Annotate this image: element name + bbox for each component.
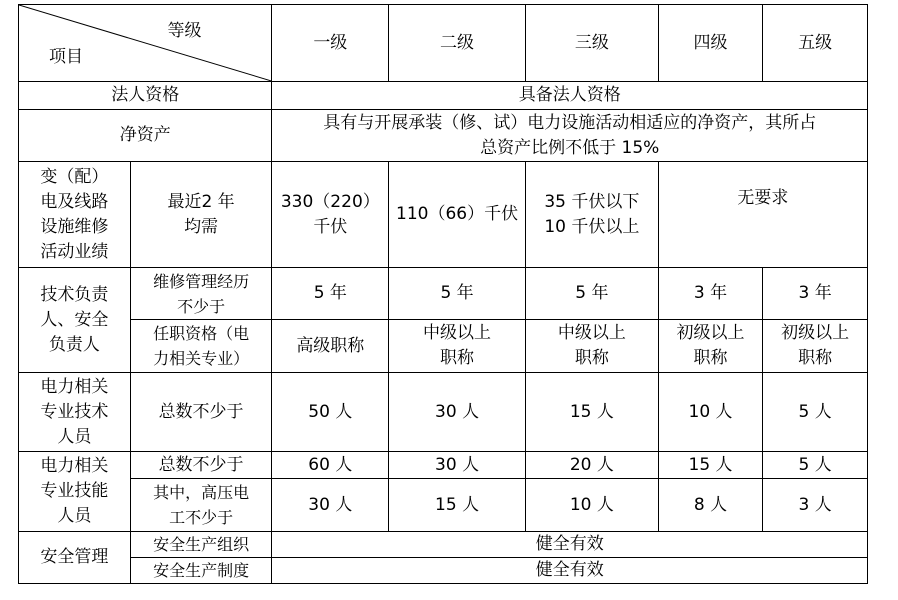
tech-lead-sub2-level-2: 中级以上 职称	[389, 320, 526, 373]
skill-staff-sub1-level-3: 20 人	[525, 452, 658, 479]
tech-staff-level-2: 30 人	[389, 373, 526, 452]
skill-staff-sub2-level-4: 8 人	[658, 479, 763, 532]
tech-lead-row-1	[19, 268, 868, 320]
assets-row	[19, 110, 868, 162]
skill-staff-sub1: 总数不少于	[130, 452, 272, 479]
skill-staff-sub1-level-4: 15 人	[658, 452, 763, 479]
tech-lead-sub2: 任职资格（电 力相关专业）	[130, 320, 272, 373]
tech-lead-row-2	[19, 320, 868, 373]
tech-lead-sub1: 维修管理经历 不少于	[130, 268, 272, 320]
header-corner-cell	[19, 5, 272, 82]
performance-level-4-5: 无要求	[658, 162, 867, 268]
tech-lead-sub2-level-1: 高级职称	[272, 320, 389, 373]
assets-value: 具有与开展承装（修、试）电力设施活动相适应的净资产，其所占 总资产比例不低于 15%	[272, 110, 868, 162]
tech-staff-level-4: 10 人	[658, 373, 763, 452]
skill-staff-sub1-level-2: 30 人	[389, 452, 526, 479]
tech-lead-sub1-level-1: 5 年	[272, 268, 389, 320]
safety-rules-label: 安全生产制度	[130, 558, 272, 584]
safety-org-value: 健全有效	[272, 532, 868, 558]
assets-label: 净资产	[19, 110, 272, 162]
tech-staff-row	[19, 373, 868, 452]
safety-label: 安全管理	[19, 532, 131, 584]
tech-lead-sub2-level-3: 中级以上 职称	[525, 320, 658, 373]
tech-lead-label: 技术负责 人、安全 负责人	[19, 268, 131, 373]
performance-level-3: 35 千伏以下 10 千伏以上	[525, 162, 658, 268]
safety-org-label: 安全生产组织	[130, 532, 272, 558]
level-2-header: 二级	[389, 5, 526, 82]
skill-staff-sub2: 其中，高压电 工不少于	[130, 479, 272, 532]
tech-lead-sub1-level-5: 3 年	[763, 268, 868, 320]
performance-level-2: 110（66）千伏	[389, 162, 526, 268]
level-3-header: 三级	[525, 5, 658, 82]
tech-lead-sub1-level-3: 5 年	[525, 268, 658, 320]
tech-lead-sub1-level-2: 5 年	[389, 268, 526, 320]
level-5-header: 五级	[763, 5, 868, 82]
tech-staff-sub: 总数不少于	[130, 373, 272, 452]
safety-rules-value: 健全有效	[272, 558, 868, 584]
skill-staff-sub2-level-2: 15 人	[389, 479, 526, 532]
tech-staff-level-5: 5 人	[763, 373, 868, 452]
level-1-header: 一级	[272, 5, 389, 82]
performance-row	[19, 162, 868, 268]
skill-staff-row-1	[19, 452, 868, 479]
skill-staff-row-2	[19, 479, 868, 532]
skill-staff-sub2-level-5: 3 人	[763, 479, 868, 532]
legal-value: 具备法人资格	[272, 82, 868, 110]
grade-header: 等级	[167, 21, 202, 41]
legal-row	[19, 82, 868, 110]
header-row	[19, 5, 868, 82]
item-header: 项目	[49, 47, 83, 67]
tech-lead-sub2-level-5: 初级以上 职称	[763, 320, 868, 373]
performance-label: 变（配） 电及线路 设施维修 活动业绩	[19, 162, 131, 268]
skill-staff-label: 电力相关 专业技能 人员	[19, 452, 131, 532]
tech-staff-label: 电力相关 专业技术 人员	[19, 373, 131, 452]
performance-sub: 最近2 年 均需	[130, 162, 272, 268]
skill-staff-sub1-level-5: 5 人	[763, 452, 868, 479]
skill-staff-sub2-level-3: 10 人	[525, 479, 658, 532]
tech-staff-level-3: 15 人	[525, 373, 658, 452]
skill-staff-sub2-level-1: 30 人	[272, 479, 389, 532]
level-4-header: 四级	[658, 5, 763, 82]
performance-level-1: 330（220） 千伏	[272, 162, 389, 268]
safety-row-2	[19, 558, 868, 584]
tech-staff-level-1: 50 人	[272, 373, 389, 452]
safety-row-1	[19, 532, 868, 558]
tech-lead-sub2-level-4: 初级以上 职称	[658, 320, 763, 373]
tech-lead-sub1-level-4: 3 年	[658, 268, 763, 320]
qualification-table	[18, 4, 868, 584]
skill-staff-sub1-level-1: 60 人	[272, 452, 389, 479]
legal-label: 法人资格	[19, 82, 272, 110]
